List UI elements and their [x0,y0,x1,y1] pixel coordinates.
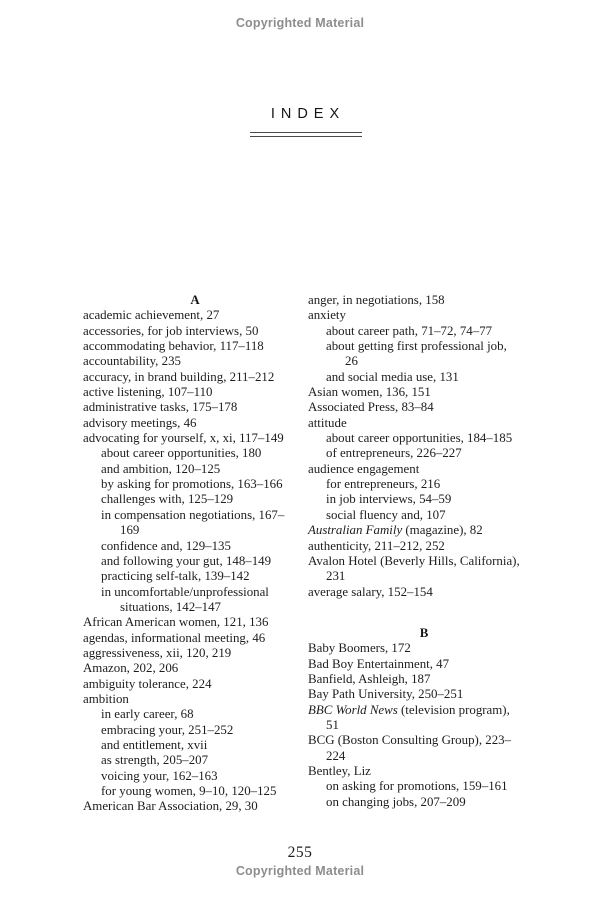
italic-title: BBC World News [308,702,398,717]
index-entry: Australian Family (magazine), 82 [308,523,483,538]
index-entry: Avalon Hotel (Beverly Hills, California), [308,553,520,568]
index-right-column [308,293,540,810]
copyright-bottom-label: Copyrighted Material [235,864,365,878]
index-entry: advocating for yourself, x, xi, 117–149 [83,431,284,446]
index-subentry: of entrepreneurs, 226–227 [326,446,462,461]
index-entry: average salary, 152–154 [308,584,433,599]
index-subentry: for entrepreneurs, 216 [326,477,441,492]
section-letter: A [190,293,200,307]
index-subentry: on changing jobs, 207–209 [326,794,466,809]
index-continuation: 26 [345,354,358,369]
index-subentry: in job interviews, 54–59 [326,492,452,507]
index-entry: Bentley, Liz [308,763,371,778]
index-subentry: by asking for promotions, 163–166 [101,477,283,492]
index-left-column [83,293,307,815]
index-entry: African American women, 121, 136 [83,615,269,630]
index-entry: accuracy, in brand building, 211–212 [83,369,275,384]
index-subentry: and social media use, 131 [326,369,459,384]
index-subentry: 224 [326,748,346,763]
index-subentry: in compensation negotiations, 167– [101,507,285,522]
index-subentry: in early career, 68 [101,707,194,722]
index-subentry: confidence and, 129–135 [101,538,231,553]
index-subentry: voicing your, 162–163 [101,768,218,783]
index-entry: Associated Press, 83–84 [308,400,434,415]
index-subentry: about career opportunities, 184–185 [326,431,513,446]
index-entry: agendas, informational meeting, 46 [83,630,266,645]
index-entry: Asian women, 136, 151 [308,385,431,400]
index-subentry: in uncomfortable/unprofessional [101,584,269,599]
index-subentry: social fluency and, 107 [326,507,446,522]
index-entry: American Bar Association, 29, 30 [83,799,258,814]
index-entry: BCG (Boston Consulting Group), 223– [308,733,512,748]
index-entry: Baby Boomers, 172 [308,641,411,656]
index-entry: accessories, for job interviews, 50 [83,323,259,338]
index-entry: attitude [308,415,347,430]
copyright-top-label: Copyrighted Material [235,16,365,30]
index-entry: active listening, 107–110 [83,385,213,400]
index-entry: ambition [83,691,129,706]
index-subentry: challenges with, 125–129 [101,492,234,507]
index-entry: anxiety [308,308,346,323]
index-entry: Bad Boy Entertainment, 47 [308,656,450,671]
index-subentry: about getting first professional job, [326,339,507,354]
index-entry: Amazon, 202, 206 [83,661,179,676]
page-number: 255 [287,844,313,861]
index-subentry: on asking for promotions, 159–161 [326,779,508,794]
section-letter: B [419,625,429,640]
index-subentry: 231 [326,569,346,584]
index-subentry: and following your gut, 148–149 [101,553,272,568]
index-continuation: 169 [120,523,140,538]
index-subentry: and ambition, 120–125 [101,461,221,476]
index-entry: accommodating behavior, 117–118 [83,339,264,354]
index-entry: ambiguity tolerance, 224 [83,676,212,691]
index-subentry: about career path, 71–72, 74–77 [326,323,493,338]
index-title: INDEX [270,106,346,122]
index-subentry: as strength, 205–207 [101,753,209,768]
index-entry: Banfield, Ashleigh, 187 [308,671,431,686]
index-subentry: 51 [326,717,339,732]
index-entry: administrative tasks, 175–178 [83,400,238,415]
index-subentry: and entitlement, xvii [101,737,208,752]
index-entry: audience engagement [308,461,420,476]
index-entry: academic achievement, 27 [83,308,220,323]
italic-title: Australian Family [308,523,403,538]
index-subentry: about career opportunities, 180 [101,446,262,461]
index-entry: accountability, 235 [83,354,181,369]
index-entry: anger, in negotiations, 158 [308,293,445,307]
title-double-rule [250,132,362,137]
index-entry: advisory meetings, 46 [83,415,197,430]
index-entry: BBC World News (television program), [308,702,510,717]
index-subentry: for young women, 9–10, 120–125 [101,784,277,798]
index-subentry: embracing your, 251–252 [101,722,234,737]
index-entry: Bay Path University, 250–251 [308,687,464,702]
index-entry: aggressiveness, xii, 120, 219 [83,645,232,660]
index-subentry: practicing self-talk, 139–142 [101,569,250,584]
index-continuation: situations, 142–147 [120,599,221,614]
index-entry: authenticity, 211–212, 252 [308,538,445,553]
